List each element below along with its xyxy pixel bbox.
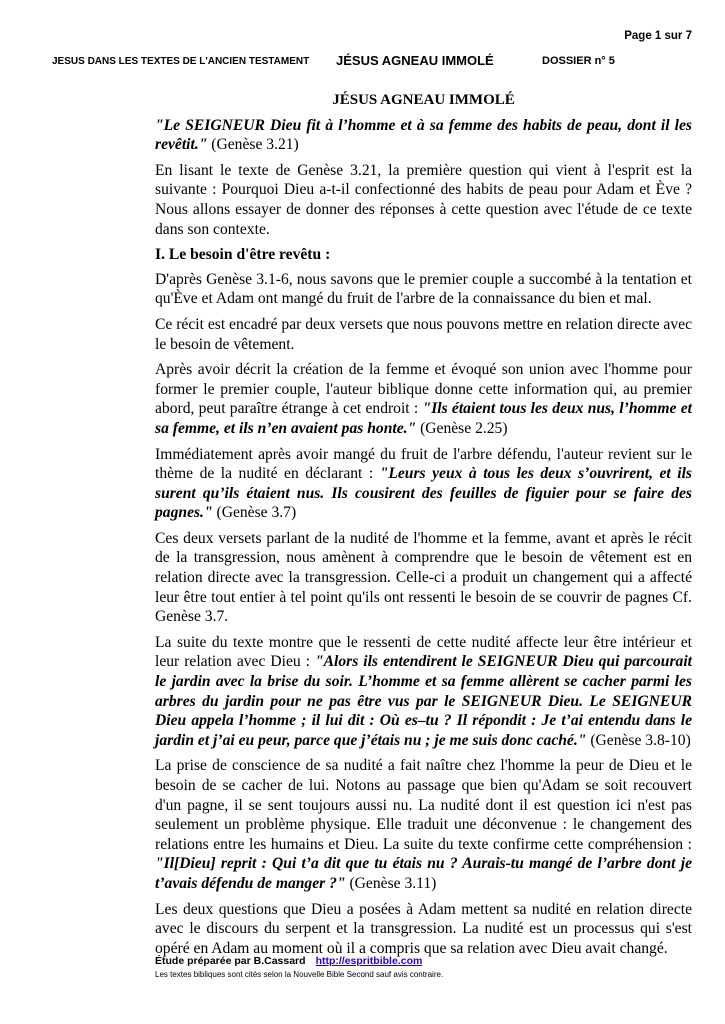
paragraph-5-quote: "Leurs yeux à tous les deux s’ouvrirent, et ils surent qu’ils étaient nus. Ils cousirent des feuilles de figuier pour se faire des pagnes." [155,465,692,522]
paragraph-5-text: Immédiatement après avoir mangé du fruit de l'arbre défendu, l'auteur revient sur le thème de la nudité en déclarant : [155,445,692,483]
paragraph-2: D'après Genèse 3.1-6, nous savons que le premier couple a succombé à la tentation et qu'Ève et Adam ont mangé du fruit de l'arbre de la connaissance du bien et mal. [155,270,692,308]
header-dossier-number: DOSSIER n° 5 [542,55,615,67]
intro-verse [155,116,692,155]
paragraph-9: Les deux questions que Dieu a posées à Adam mettent sa nudité en relation directe avec le discours du serpent et la transgression. La nudité est un processus qui s'est opéré en Adam au moment où il a compris que sa relation avec Dieu avait changé. [155,900,692,957]
paragraph-8-quote: "Il[Dieu] reprit : Qui t’a dit que tu étais nu ? Aurais-tu mangé de l’arbre dont je t’avais défendu de manger ?" [155,855,692,892]
paragraph-3: Ce récit est encadré par deux versets que nous pouvons mettre en relation directe avec le besoin de vêtement. [155,315,692,353]
paragraph-4-ref: (Genèse 2.25) [416,419,508,437]
paragraph-4 [155,360,692,438]
paragraph-4-quote: "Ils étaient tous les deux nus, l’homme et sa femme, et ils n’en avaient pas honte." [155,400,692,437]
paragraph-8-text: La prise de conscience de sa nudité a fait naître chez l'homme la peur de Dieu et le besoin de se cacher de lui. Notons au passage que bien qu'Adam se soit recouvert d'un pagne, il se sent toujours aussi nu. La nudité dont il est question ici n'est pas seulement un problème physique. Elle traduit une déconvenue : le changement des relations entre les humains et Dieu. La suite du texte confirme cette compréhension : [155,757,692,853]
paragraph-4-text: Après avoir décrit la création de la femme et évoqué son union avec l'homme pour former le premier couple, l'auteur biblique donne cette information qui, au premier abord, peut paraître étrange à cet endroit : [155,361,692,418]
document-title: JÉSUS AGNEAU IMMOLÉ [332,92,515,108]
intro-quote: "Le SEIGNEUR Dieu fit à l’homme et à sa femme des habits de peau, dont il les revêtit." [155,116,692,154]
paragraph-7-text: La suite du texte montre que le ressenti de cette nudité affecte leur être intérieur et leur relation avec Dieu : [155,633,692,671]
page-number: Page 1 sur 7 [624,30,692,42]
paragraph-8 [155,756,692,893]
footer-author: Étude préparée par B.Cassard [155,955,306,967]
header-study-title: JÉSUS AGNEAU IMMOLÉ [336,53,494,68]
paragraph-8-ref: (Genèse 3.11) [345,874,437,892]
intro-ref: (Genèse 3.21) [207,136,299,154]
footer-website-link[interactable]: http://espritbible.com [315,955,423,967]
paragraph-7 [155,633,692,751]
footer-credit [155,955,422,967]
document-body [155,91,692,964]
header-series-title: JESUS DANS LES TEXTES DE L'ANCIEN TESTAMENT [52,56,310,67]
footer-note: Les textes bibliques sont cités selon la Nouvelle Bible Second sauf avis contraire. [155,970,444,979]
paragraph-5 [155,445,692,523]
section-1-heading: I. Le besoin d'être revêtu : [155,246,331,264]
paragraph-7-quote: "Alors ils entendirent le SEIGNEUR Dieu qui parcourait le jardin avec la brise du soir. L’homme et sa femme allèrent se cacher parmi les arbres du jardin pour ne pas être vus par le SEIGNEUR Dieu. Le SEIGNEUR Dieu appela l’homme ; il lui dit : Où es–tu ? Il répondit : Je t’ai entendu dans le jardin et j’ai eu peur, parce que j’étais nu ; je me suis donc caché." [155,653,692,749]
paragraph-6: Ces deux versets parlant de la nudité de l'homme et la femme, avant et après le récit de la transgression, nous amènent à comprendre que le besoin de vêtement est en relation directe avec la transgression. Celle-ci a produit un changement qui a affecté leur être tout entier à tel point qu'ils ont ressenti le besoin de se couvrir de pagnes Cf. Genèse 3.7. [155,529,692,626]
paragraph-7-ref: (Genèse 3.8-10) [586,731,691,749]
paragraph-5-ref: (Genèse 3.7) [212,504,297,522]
paragraph-1: En lisant le texte de Genèse 3.21, la première question qui vient à l'esprit est la suivante : Pourquoi Dieu a-t-il confectionné des habits de peau pour Adam et Ève ? Nous allons essayer de donner des réponses à cette question avec l'étude de ce texte dans son contexte. [155,161,692,238]
